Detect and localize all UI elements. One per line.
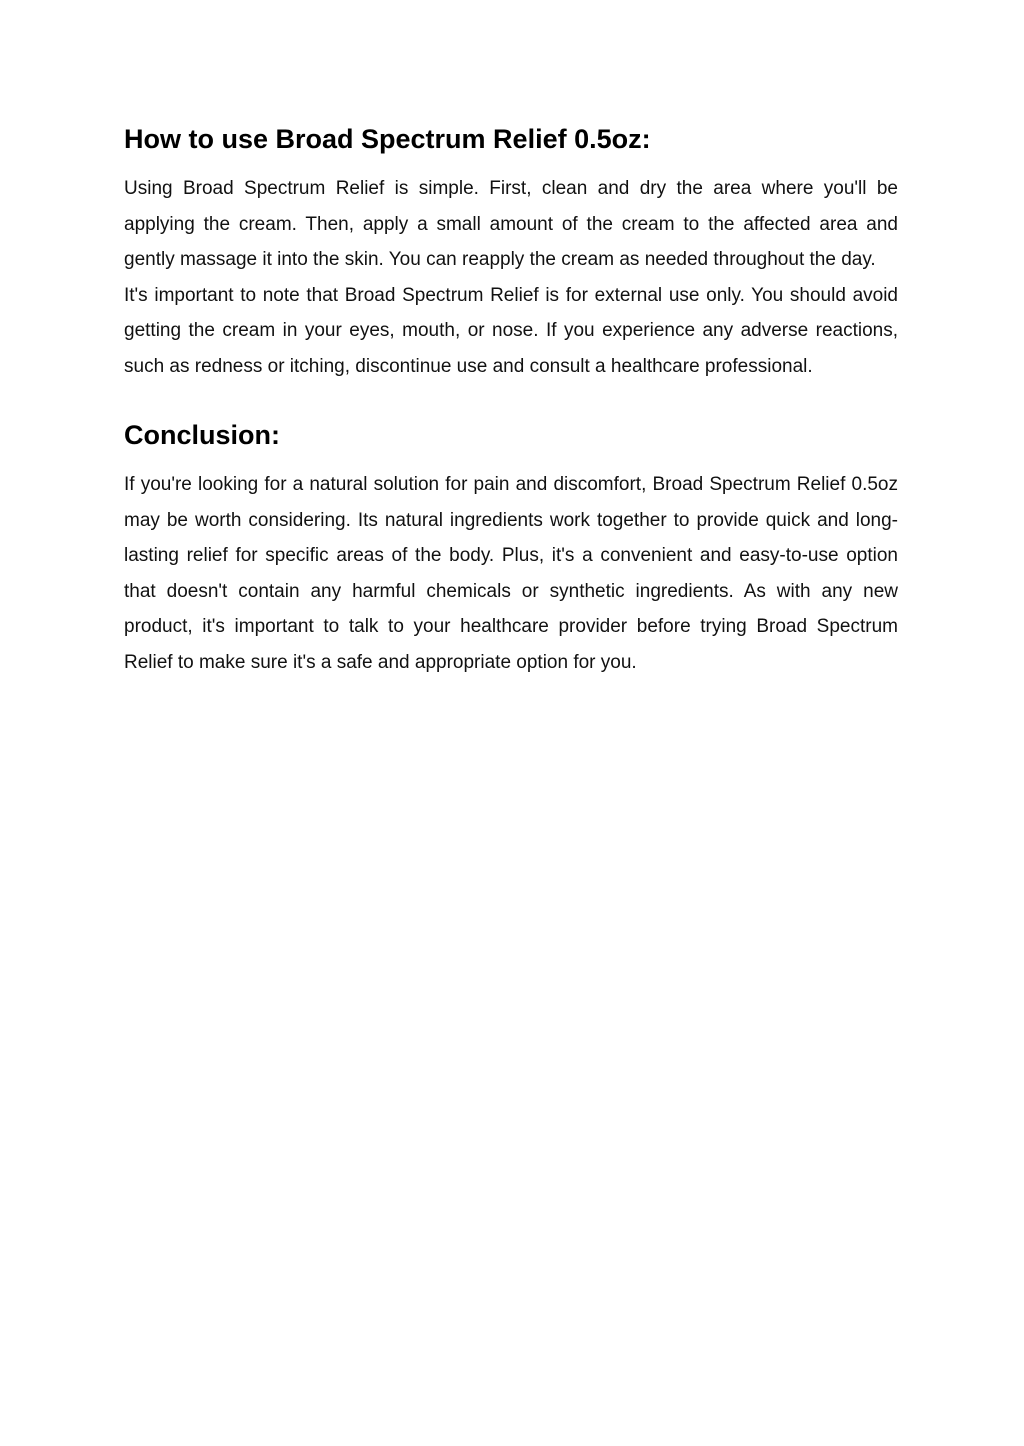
section-heading-conclusion: Conclusion:	[124, 420, 280, 450]
how-to-use-paragraph-1: Using Broad Spectrum Relief is simple. First, clean and dry the area where you'll be applying the cream. Then, apply a small amount of the cream to the affected area and gently massage it into the skin. You can reapply the cream as needed throughout the day.	[124, 178, 898, 270]
conclusion-section	[124, 414, 898, 680]
how-to-use-paragraph-2: It's important to note that Broad Spectrum Relief is for external use only. You should avoid getting the cream in your eyes, mouth, or nose. If you experience any adverse reactions, such as redness or itching, discontinue use and consult a healthcare professional.	[124, 284, 898, 377]
conclusion-paragraph: If you're looking for a natural solution for pain and discomfort, Broad Spectrum Relief 0.5oz may be worth considering. Its natural ingredients work together to provide quick and long-lasting relief for specific areas of the body. Plus, it's a convenient and easy-to-use option that doesn't contain any harmful chemicals or synthetic ingredients. As with any new product, it's important to talk to your healthcare provider before trying Broad Spectrum Relief to make sure it's a safe and appropriate option for you.	[124, 474, 898, 673]
section-heading-how-to-use: How to use Broad Spectrum Relief 0.5oz:	[124, 124, 651, 154]
how-to-use-section	[124, 118, 898, 384]
document-page	[124, 118, 898, 680]
